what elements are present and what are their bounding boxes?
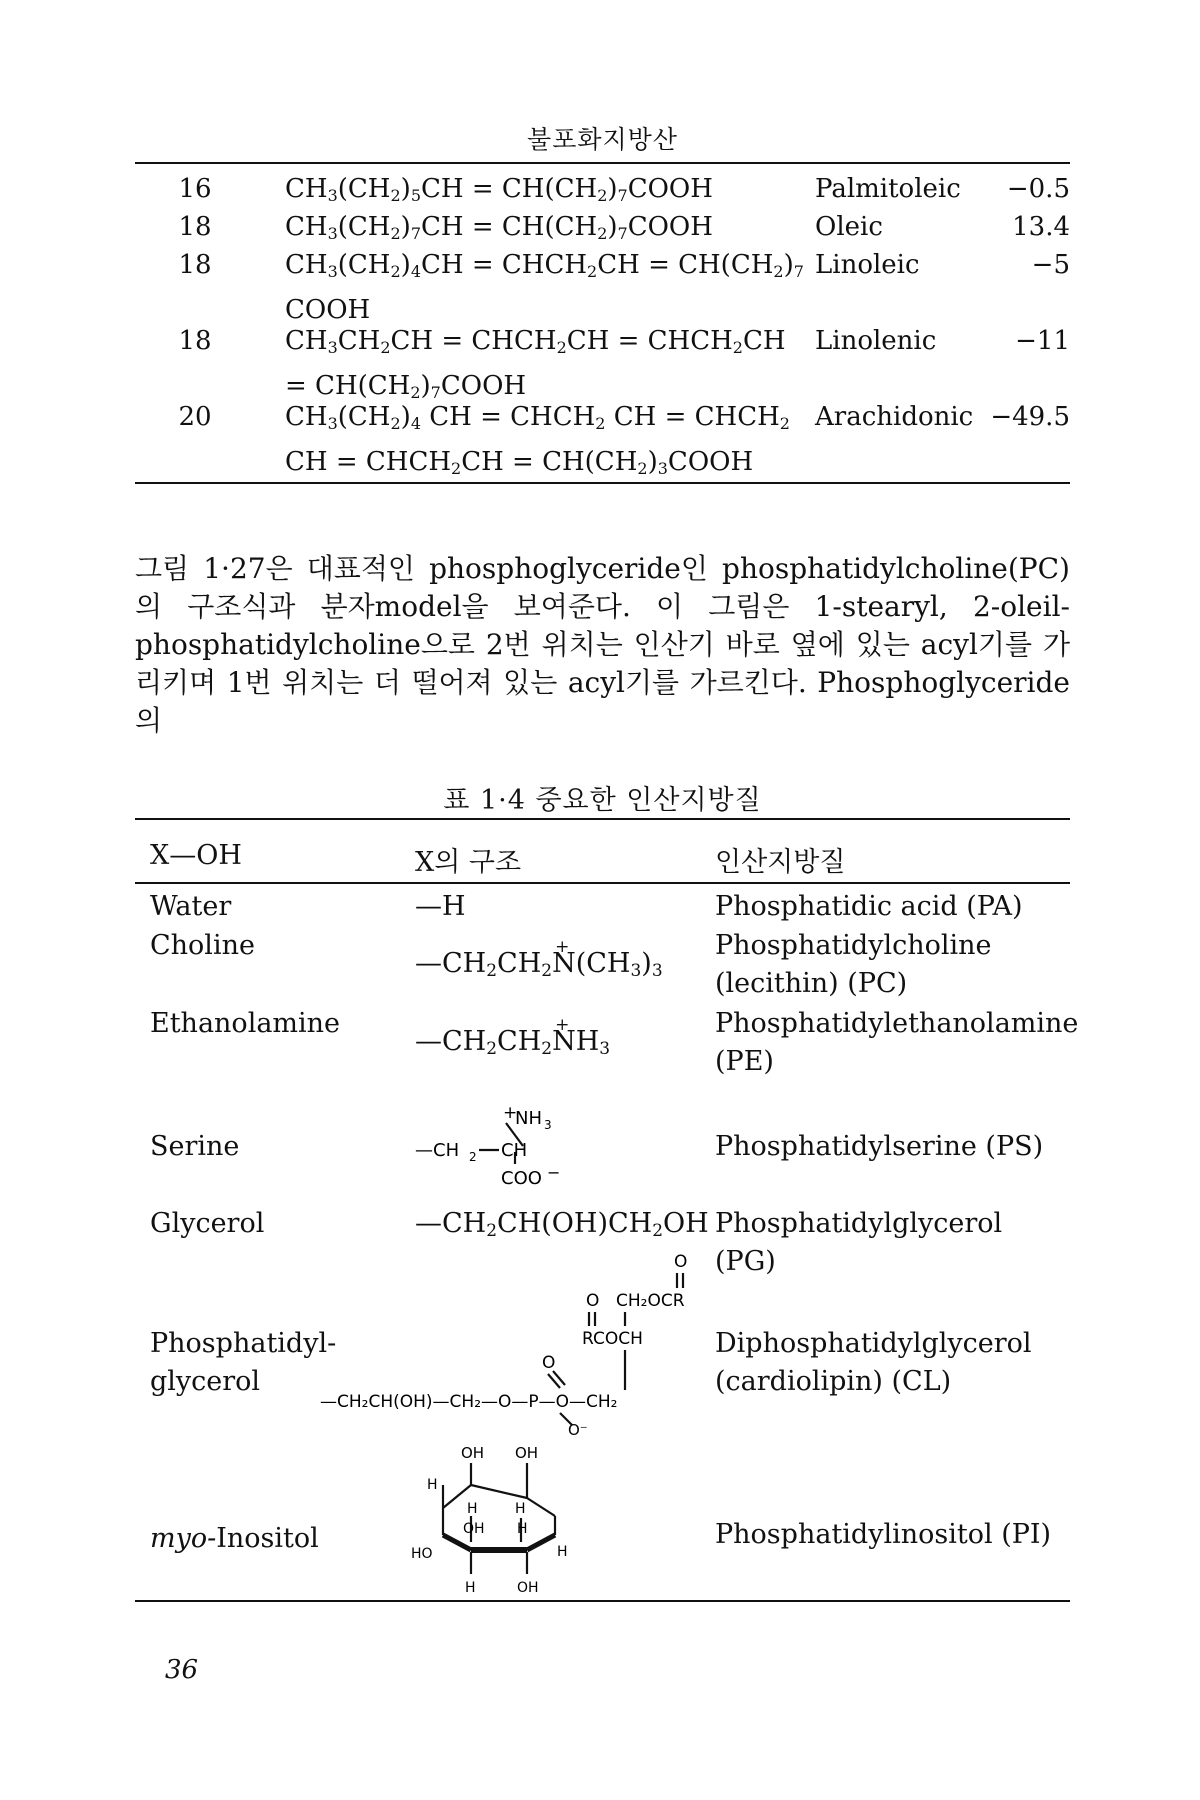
- cell-pl-ethanolamine: [715, 1005, 1079, 1081]
- cl-o1: O: [674, 1252, 688, 1272]
- cell-x-serine: Serine: [150, 1131, 240, 1162]
- header-x-structure: X의 구조: [415, 847, 522, 878]
- cell-pl-cl-line2: (cardiolipin) (CL): [715, 1366, 952, 1397]
- ino-oh3: OH: [463, 1521, 485, 1537]
- carbon-count: 18: [178, 250, 212, 280]
- carbon-count: 18: [178, 326, 212, 356]
- carbon-count: 20: [178, 402, 212, 432]
- ino-h5: H: [557, 1544, 568, 1560]
- cell-x-ethanolamine: Ethanolamine: [150, 1008, 341, 1039]
- body-paragraph: 그림 1·27은 대표적인 phosphoglyceride인 phosphatidylcholine(PC)의 구조식과 분자model을 보여준다. 이 그림은 1-stearyl, 2-oleil-phosphatidylcholine으로 2번 위치는 인산기 바로 옆에 있는 acyl기를 가리키며 1번 위치는 더 떨어져 있는 acyl기를 가르킨다. Phosphoglyceride의: [135, 552, 1070, 737]
- table-top-rule: [135, 162, 1070, 164]
- fatty-acid-name: Palmitoleic: [815, 174, 961, 204]
- melting-point: −11: [1015, 326, 1070, 356]
- inositol-prefix: myo-: [150, 1523, 217, 1554]
- cell-pl-choline: [715, 927, 1070, 1003]
- cl-rcoch: RCOCH: [582, 1329, 643, 1349]
- serine-minus: −: [547, 1163, 561, 1182]
- ino-oh1: OH: [461, 1444, 485, 1462]
- structural-formula: $CH_3(CH_2)_4CH$ = $CHCH_2CH = CH(CH_2)_7$ COOH: [285, 250, 804, 325]
- carbon-count: 16: [178, 174, 212, 204]
- cell-pl-cl-line1: Diphosphatidylglycerol: [715, 1328, 1032, 1359]
- serine-nh3: NH: [515, 1108, 542, 1129]
- structural-formula: $CH_3CH_2CH$ = $CHCH_2CH$ = $CHCH_2CH$ = $CH(CH_2)_7COOH$: [285, 326, 786, 402]
- ino-oh4: OH: [517, 1580, 539, 1596]
- header-phospholipid: 인산지방질: [715, 847, 846, 878]
- cl-o2: O: [586, 1291, 600, 1311]
- cell-structure-water: —H: [415, 891, 466, 922]
- table-title: 표 1·4 중요한 인산지방질: [443, 785, 762, 816]
- ino-oh2: OH: [515, 1444, 539, 1462]
- cell-x-pg-line2: glycerol: [150, 1366, 261, 1397]
- cl-ch2ocr: CH₂OCR: [616, 1291, 685, 1311]
- serine-ch2: —CH: [415, 1140, 460, 1161]
- cell-pl-choline-line1: Phosphatidylcholine: [715, 930, 992, 961]
- melting-point: −5: [1031, 250, 1070, 280]
- header-x-oh: X—OH: [150, 840, 242, 871]
- cell-pl-ethanolamine-line1: Phosphatidylethanolamine: [715, 1008, 1079, 1039]
- table-bottom-rule: [135, 482, 1070, 484]
- header-rule: [135, 882, 1070, 884]
- cell-x-phosphatidylglycerol: [150, 1325, 336, 1401]
- structural-formula: $CH_3(CH_2)_4$ CH = $CHCH_2$ CH = $CHCH_2$ CH = $CHCH_2CH$ = $CH(CH_2)_3COOH$: [285, 402, 790, 478]
- cell-pl-cardiolipin: [715, 1325, 1070, 1401]
- fatty-acid-name: Linoleic: [815, 250, 920, 280]
- cardiolipin-structure: [320, 1250, 720, 1435]
- serine-plus: +: [503, 1103, 518, 1123]
- cell-structure-ethanolamine: $—CH_2CH_2+ NH_3$: [415, 1023, 610, 1068]
- serine-coo: COO: [501, 1168, 542, 1189]
- serine-nh3-sub: 3: [544, 1118, 552, 1132]
- melting-point: −0.5: [1006, 174, 1070, 204]
- ino-h1: H: [427, 1477, 438, 1493]
- ino-h6: H: [465, 1580, 476, 1596]
- serine-ch: CH: [501, 1140, 528, 1161]
- inositol-name: Inositol: [216, 1523, 319, 1554]
- cl-ominus: O⁻: [568, 1421, 588, 1435]
- ino-h4: H: [517, 1521, 528, 1537]
- fatty-acid-name: Oleic: [815, 212, 883, 242]
- serine-ch2-sub: 2: [469, 1150, 477, 1164]
- page-number: 36: [165, 1655, 199, 1685]
- cell-x-choline: Choline: [150, 930, 255, 961]
- cell-pl-choline-line2: (lecithin) (PC): [715, 968, 908, 999]
- table-top-rule: [135, 818, 1070, 820]
- structural-formula: $CH_3(CH_2)_5CH$ = $CH(CH_2)_7COOH$: [285, 174, 713, 205]
- cell-pl-glycerol: Phosphatidylglycerol (PG): [715, 1208, 1003, 1277]
- ino-h2: H: [467, 1501, 478, 1517]
- fatty-acid-name: Linolenic: [815, 326, 937, 356]
- melting-point: −49.5: [990, 402, 1070, 432]
- table-bottom-rule: [135, 1600, 1070, 1602]
- ino-h3: H: [515, 1501, 526, 1517]
- melting-point: 13.4: [1012, 212, 1070, 242]
- cell-structure-choline: $—CH_2CH_2+ N(CH_3)_3$: [415, 945, 663, 990]
- cell-pl-serine: Phosphatidylserine (PS): [715, 1131, 1044, 1162]
- inositol-structure: [405, 1440, 585, 1598]
- cell-x-glycerol: Glycerol: [150, 1208, 265, 1239]
- cell-pl-water: Phosphatidic acid (PA): [715, 891, 1023, 922]
- cell-pl-ethanolamine-line2: (PE): [715, 1046, 774, 1077]
- cell-pl-inositol: Phosphatidylinositol (PI): [715, 1519, 1052, 1550]
- cell-x-water: Water: [150, 891, 232, 922]
- structural-formula: $CH_3(CH_2)_7CH$ = $CH(CH_2)_7COOH$: [285, 212, 713, 243]
- serine-structure: [405, 1100, 575, 1195]
- cl-chain: —CH₂CH(OH)—CH₂—O—P—O—CH₂: [320, 1392, 618, 1412]
- carbon-count: 18: [178, 212, 212, 242]
- cell-structure-glycerol: $—CH_2CH(OH)CH_2OH$: [415, 1208, 709, 1241]
- section-title: 불포화지방산: [527, 125, 678, 154]
- fatty-acid-name: Arachidonic: [815, 402, 974, 432]
- cell-x-pg-line1: Phosphatidyl-: [150, 1328, 337, 1359]
- cell-x-inositol: [150, 1520, 319, 1558]
- cl-o3: O: [542, 1353, 556, 1373]
- ino-ho: HO: [411, 1546, 433, 1562]
